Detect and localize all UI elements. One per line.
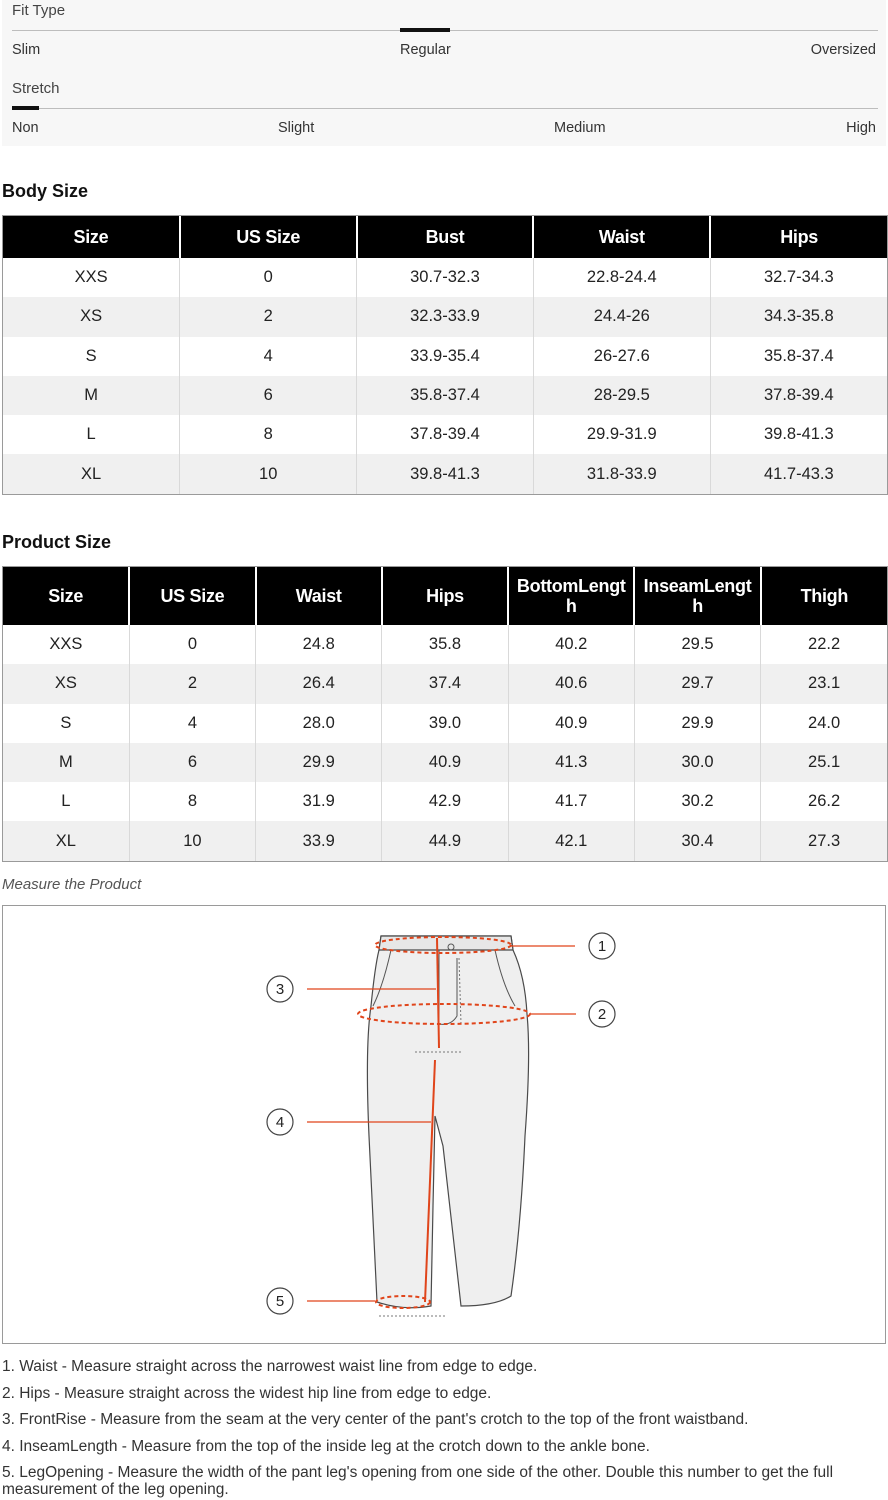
fit-type-option: Oversized bbox=[810, 42, 876, 58]
table-cell: 22.8-24.4 bbox=[533, 258, 710, 297]
table-cell: 32.7-34.3 bbox=[710, 258, 887, 297]
column-header: US Size bbox=[129, 567, 255, 625]
table-cell: 10 bbox=[180, 454, 357, 493]
table-row bbox=[3, 258, 887, 297]
table-cell: 39.8-41.3 bbox=[357, 454, 534, 493]
table-cell: 24.0 bbox=[761, 704, 887, 743]
table-cell: 26.2 bbox=[761, 782, 887, 821]
column-header: InseamLength bbox=[634, 567, 760, 625]
table-cell: 40.9 bbox=[382, 743, 508, 782]
table-cell: 31.8-33.9 bbox=[533, 454, 710, 493]
table-cell: 37.8-39.4 bbox=[357, 415, 534, 454]
note-front-rise: 3. FrontRise - Measure from the seam at the very center of the pant's crotch to the top of the front waistband. bbox=[2, 1411, 749, 1428]
table-row bbox=[3, 664, 887, 703]
table-cell: 39.8-41.3 bbox=[710, 415, 887, 454]
table-row bbox=[3, 415, 887, 454]
table-cell: 8 bbox=[129, 782, 255, 821]
table-cell: S bbox=[60, 713, 72, 732]
measure-caption: Measure the Product bbox=[2, 876, 142, 893]
table-cell: 0 bbox=[180, 258, 357, 297]
column-header: Thigh bbox=[761, 567, 887, 625]
column-header: Size bbox=[3, 567, 129, 625]
table-cell: 30.2 bbox=[634, 782, 760, 821]
table-cell: XS bbox=[3, 664, 129, 703]
table-cell: 40.6 bbox=[508, 664, 634, 703]
table-cell: 26.4 bbox=[256, 664, 382, 703]
table-row bbox=[3, 337, 887, 376]
table-cell: 33.9-35.4 bbox=[357, 337, 534, 376]
table-cell: 29.9-31.9 bbox=[533, 415, 710, 454]
table-row bbox=[3, 743, 887, 782]
callout-1-label: 1 bbox=[597, 938, 607, 955]
table-cell: 29.7 bbox=[634, 664, 760, 703]
note-inseam: 4. InseamLength - Measure from the top of the inside leg at the crotch down to the ankle bone. bbox=[2, 1437, 650, 1455]
table-cell: 30.7-32.3 bbox=[357, 258, 534, 297]
table-cell: 4 bbox=[129, 704, 255, 743]
table-cell: L bbox=[61, 792, 71, 811]
table-cell: 28-29.5 bbox=[533, 376, 710, 415]
fit-type-option: Regular bbox=[400, 42, 451, 58]
fit-type-indicator bbox=[400, 28, 450, 32]
table-cell: 27.3 bbox=[761, 821, 887, 860]
table-cell: 2 bbox=[129, 664, 255, 703]
table-cell: 24.8 bbox=[256, 625, 382, 664]
table-cell: 32.3-33.9 bbox=[357, 297, 534, 336]
column-header: BottomLength bbox=[508, 567, 634, 625]
table-cell: XS bbox=[3, 297, 180, 336]
stretch-option: Medium bbox=[554, 120, 606, 136]
table-cell: 28.0 bbox=[256, 704, 382, 743]
stretch-option: High bbox=[846, 120, 876, 136]
column-header: Bust bbox=[357, 216, 534, 258]
table-cell: 26-27.6 bbox=[533, 337, 710, 376]
table-cell: 42.9 bbox=[382, 782, 508, 821]
product-size-title: Product Size bbox=[2, 532, 112, 552]
table-row bbox=[3, 821, 887, 860]
table-cell: 34.3-35.8 bbox=[710, 297, 887, 336]
stretch-option: Slight bbox=[278, 120, 315, 136]
table-row bbox=[3, 704, 887, 743]
note-waist: 1. Waist - Measure straight across the narrowest waist line from edge to edge. bbox=[2, 1358, 538, 1375]
column-header: Waist bbox=[533, 216, 710, 258]
table-cell: 24.4-26 bbox=[533, 297, 710, 336]
table-cell: 41.7-43.3 bbox=[710, 454, 887, 493]
fit-panel bbox=[2, 0, 886, 146]
body-size-title: Body Size bbox=[2, 181, 89, 201]
stretch-indicator bbox=[12, 106, 39, 110]
pants-diagram bbox=[3, 906, 885, 1343]
table-cell: 8 bbox=[180, 415, 357, 454]
table-cell: 35.8-37.4 bbox=[357, 376, 534, 415]
table-cell: 39.0 bbox=[382, 704, 508, 743]
table-cell: XXS bbox=[74, 268, 108, 287]
table-cell: M bbox=[3, 376, 180, 415]
callout-3-label: 3 bbox=[275, 981, 285, 998]
stretch-title: Stretch bbox=[12, 80, 60, 97]
table-cell: XXS bbox=[49, 635, 83, 654]
table-cell: 44.9 bbox=[382, 821, 508, 860]
table-cell: 42.1 bbox=[508, 821, 634, 860]
table-cell: 35.8-37.4 bbox=[710, 337, 887, 376]
table-cell: 4 bbox=[180, 337, 357, 376]
product-size-table bbox=[2, 566, 888, 862]
table-cell: 30.0 bbox=[634, 743, 760, 782]
table-cell: 22.2 bbox=[761, 625, 887, 664]
table-cell: 40.9 bbox=[508, 704, 634, 743]
fit-type-option: Slim bbox=[12, 42, 41, 58]
table-cell: 0 bbox=[129, 625, 255, 664]
table-cell: 29.9 bbox=[256, 743, 382, 782]
table-cell: 25.1 bbox=[761, 743, 887, 782]
callout-5-label: 5 bbox=[275, 1293, 285, 1310]
table-cell: 29.9 bbox=[634, 704, 760, 743]
table-cell: 30.4 bbox=[634, 821, 760, 860]
table-cell: 31.9 bbox=[256, 782, 382, 821]
table-cell: S bbox=[85, 346, 97, 365]
table-cell: 10 bbox=[129, 821, 255, 860]
stretch-option: Non bbox=[12, 120, 39, 136]
column-header: Hips bbox=[382, 567, 508, 625]
column-header: Waist bbox=[256, 567, 382, 625]
column-header: Size bbox=[3, 216, 180, 258]
column-header: Hips bbox=[710, 216, 887, 258]
table-cell: L bbox=[86, 425, 96, 444]
callout-2-label: 2 bbox=[597, 1006, 607, 1023]
table-row bbox=[3, 782, 887, 821]
table-cell: 6 bbox=[180, 376, 357, 415]
table-row bbox=[3, 454, 887, 493]
table-cell: 2 bbox=[180, 297, 357, 336]
table-cell: 40.2 bbox=[508, 625, 634, 664]
note-hips: 2. Hips - Measure straight across the widest hip line from edge to edge. bbox=[2, 1384, 492, 1402]
stretch-track bbox=[12, 108, 878, 109]
callout-4-label: 4 bbox=[275, 1114, 285, 1131]
measurement-notes bbox=[2, 1358, 886, 1498]
table-cell: 37.4 bbox=[382, 664, 508, 703]
measure-diagram bbox=[2, 905, 886, 1344]
table-cell: 37.8-39.4 bbox=[710, 376, 887, 415]
table-cell: M bbox=[3, 743, 129, 782]
body-size-table bbox=[2, 215, 888, 495]
table-row bbox=[3, 376, 887, 415]
table-row bbox=[3, 297, 887, 336]
note-leg-opening: 5. LegOpening - Measure the width of the pant leg's opening from one side of the other. Double this number to get the full measurement of the leg opening. bbox=[2, 1464, 834, 1498]
table-cell: 29.5 bbox=[634, 625, 760, 664]
table-row bbox=[3, 625, 887, 664]
table-cell: 33.9 bbox=[256, 821, 382, 860]
fit-type-title: Fit Type bbox=[12, 2, 66, 19]
table-cell: 41.3 bbox=[508, 743, 634, 782]
table-cell: 6 bbox=[129, 743, 255, 782]
table-cell: 41.7 bbox=[508, 782, 634, 821]
column-header: US Size bbox=[180, 216, 357, 258]
table-cell: 35.8 bbox=[382, 625, 508, 664]
table-cell: XL bbox=[3, 821, 129, 860]
table-cell: 23.1 bbox=[761, 664, 887, 703]
table-cell: XL bbox=[3, 454, 180, 493]
